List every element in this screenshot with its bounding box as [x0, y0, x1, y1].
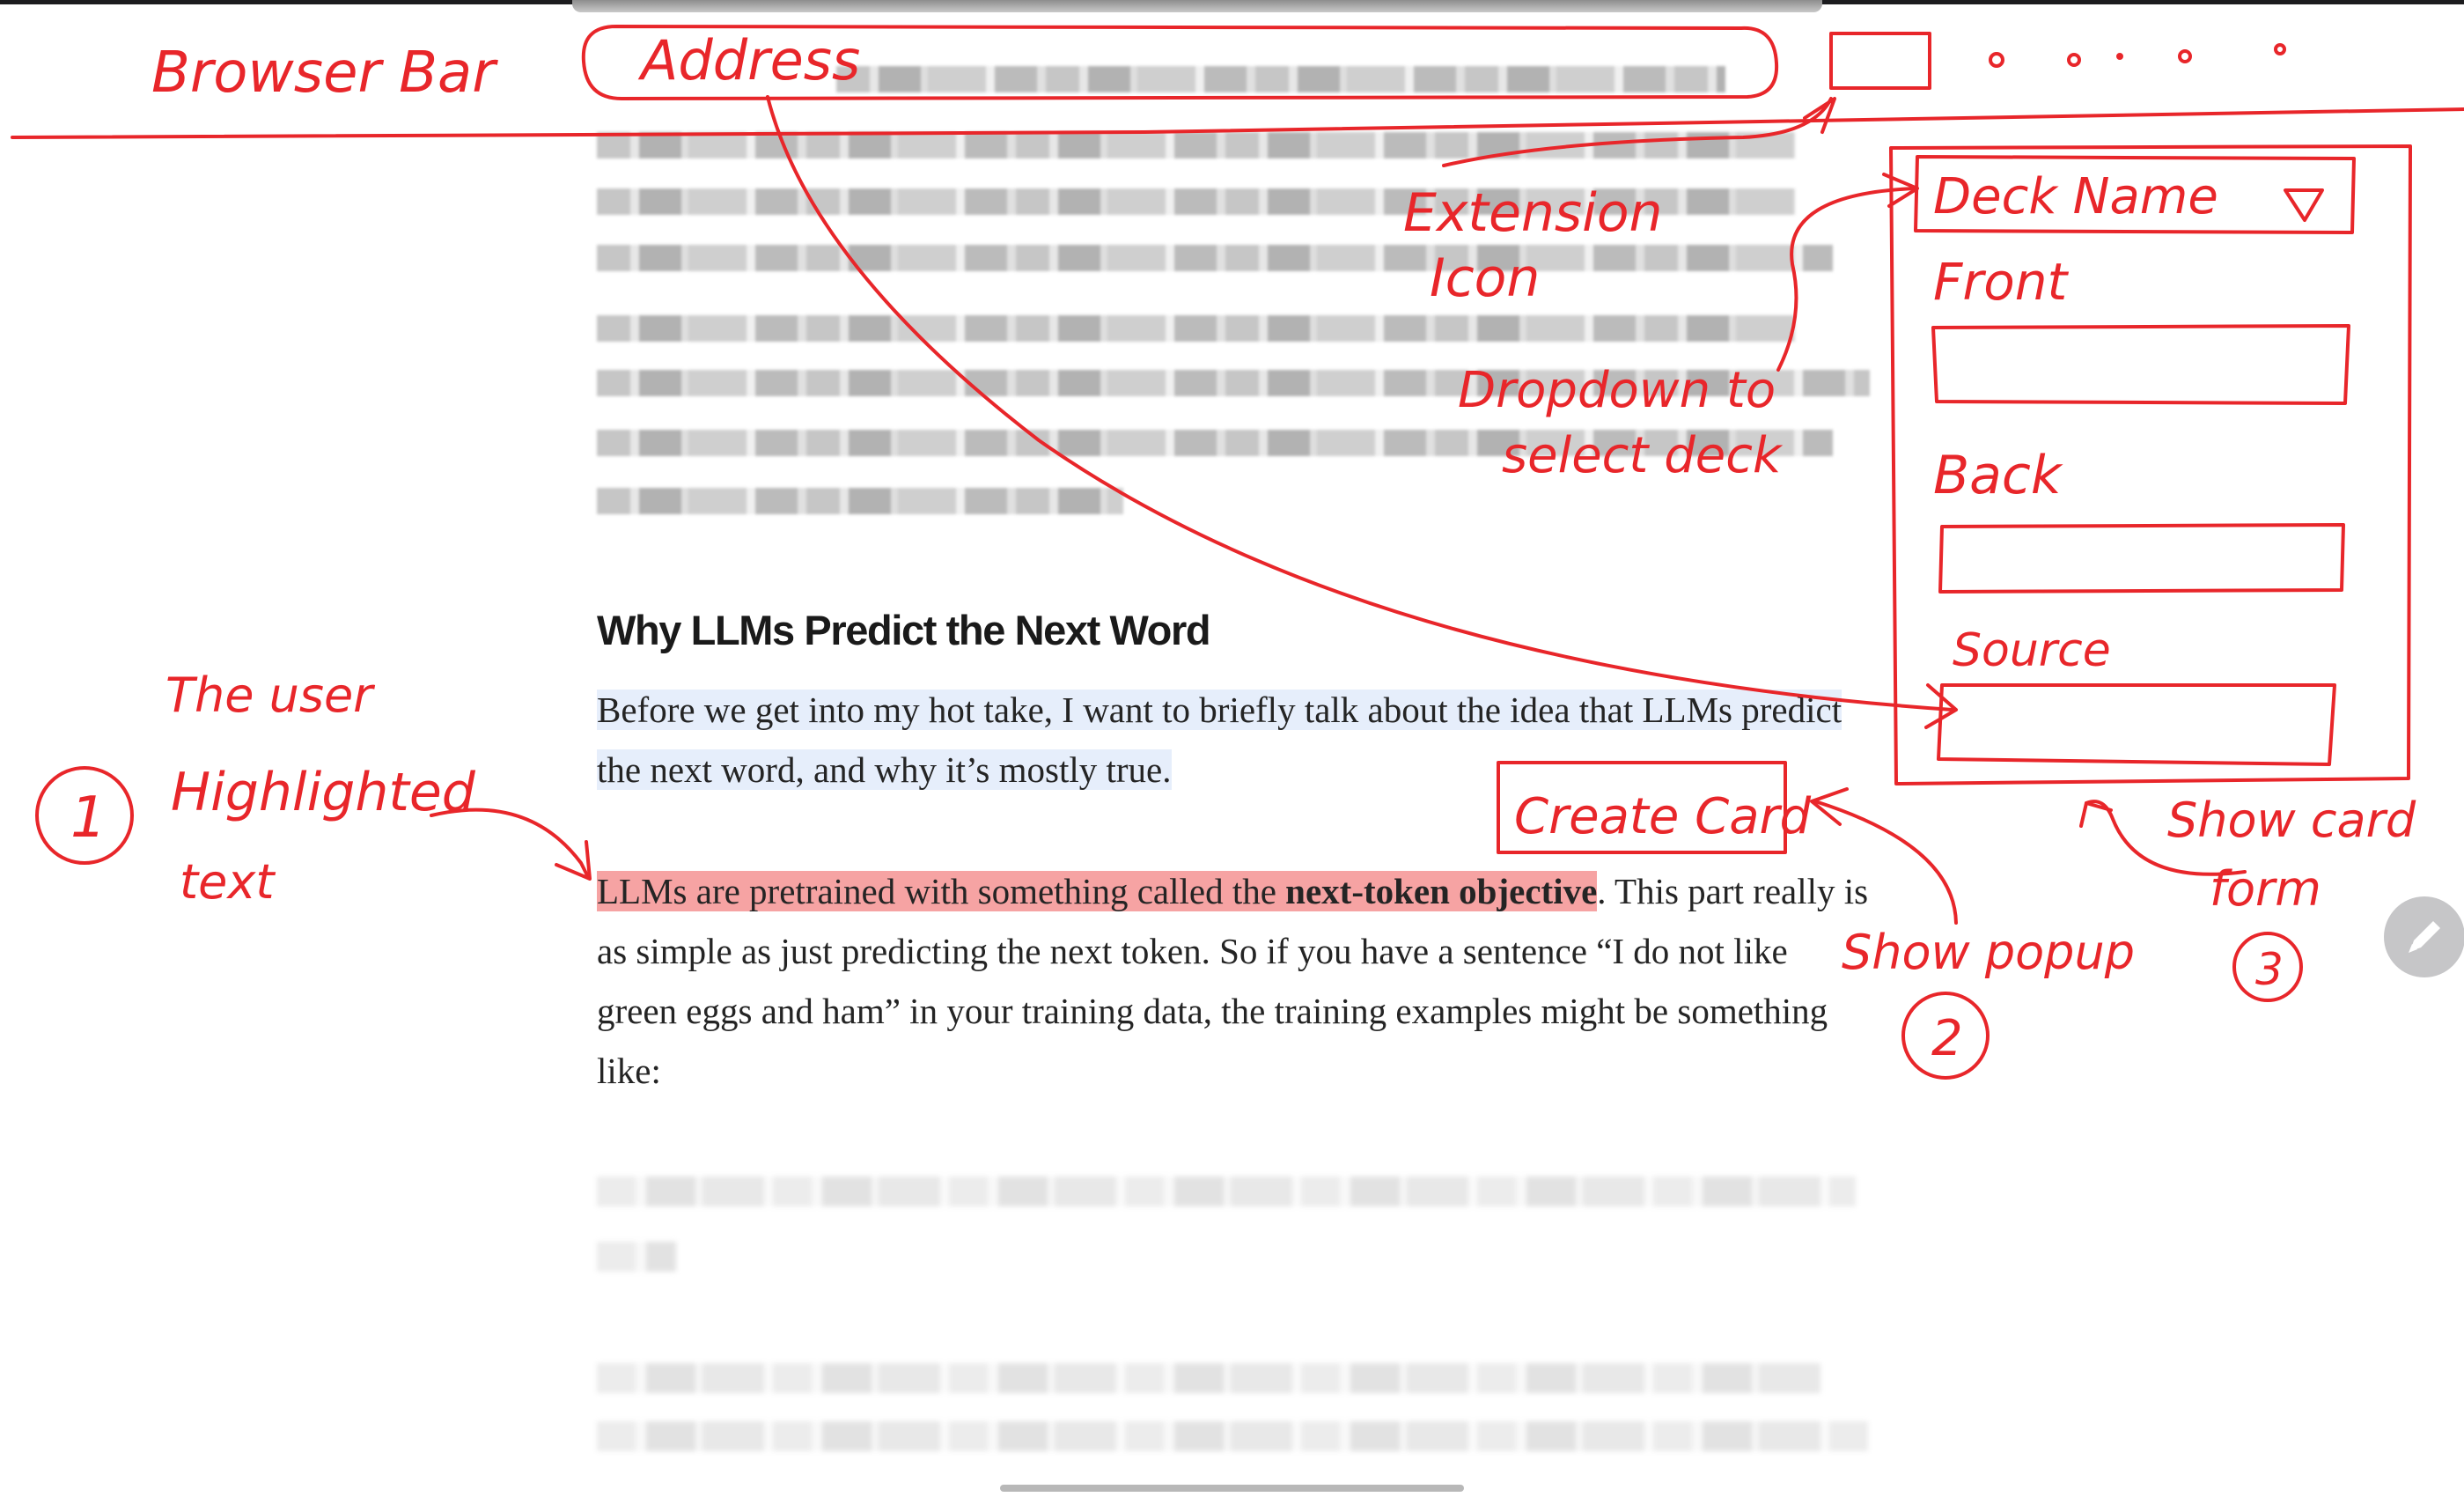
front-label: Front: [1933, 252, 2068, 312]
dropdown-triangle-icon: [2285, 190, 2322, 220]
step-2-label: 2: [1931, 1010, 1963, 1067]
step-3-label: 3: [2255, 944, 2284, 995]
dropdown-note-line2: select deck: [1502, 427, 1782, 484]
section-heading: Why LLMs Predict the Next Word: [597, 607, 1210, 653]
extension-note-line1: Extension: [1403, 182, 1663, 244]
arrow-dropdown: [1778, 188, 1916, 370]
back-label: Back: [1933, 445, 2062, 506]
browser-bar-label: Browser Bar: [151, 41, 496, 106]
deck-name-label: Deck Name: [1933, 168, 2218, 225]
toolbar-dot-icon[interactable]: [2069, 55, 2079, 65]
toolbar-dot-icon[interactable]: [2118, 55, 2122, 58]
highlight-note-line3: text: [180, 854, 275, 910]
source-input[interactable]: [1938, 685, 2335, 764]
toolbar-dot-icon[interactable]: [2276, 45, 2284, 54]
back-input[interactable]: [1940, 525, 2343, 592]
show-card-form-note-line2: form: [2210, 861, 2321, 917]
create-card-label[interactable]: Create Card: [1514, 788, 1812, 845]
step-1-label: 1: [70, 785, 107, 851]
source-label: Source: [1953, 624, 2111, 677]
arrow-extension-icon: [1444, 99, 1831, 166]
show-card-form-note-line1: Show card: [2167, 793, 2416, 848]
extension-note-line2: Icon: [1430, 247, 1541, 309]
toolbar-dot-icon[interactable]: [2180, 51, 2190, 62]
address-label: Address: [641, 28, 861, 92]
toolbar-dot-icon[interactable]: [1990, 54, 2003, 66]
highlight-note-line1: The user: [165, 667, 373, 723]
highlighted-paragraph-text[interactable]: Before we get into my hot take, I want to briefly talk about the idea that LLMs predict the next word, and why it’s mostly true.: [597, 690, 1842, 790]
highlight-lead-text: LLMs are pretrained with something called the: [597, 871, 1286, 911]
paragraph-rest-text: . This part really is as simple as just predicting the next token. So if you have a sentence “I do not like green eggs and ham” in your training data, the training examples might be something like:: [597, 871, 1869, 1091]
browser-bar-divider: [12, 109, 2464, 137]
extension-icon[interactable]: [1831, 33, 1930, 88]
highlight-bold-term: next-token objective: [1285, 871, 1598, 911]
dropdown-note-line1: Dropdown to: [1458, 362, 1776, 419]
show-popup-note: Show popup: [1842, 925, 2135, 980]
highlight-note-line2: Highlighted: [171, 762, 475, 823]
front-input[interactable]: [1933, 326, 2349, 403]
